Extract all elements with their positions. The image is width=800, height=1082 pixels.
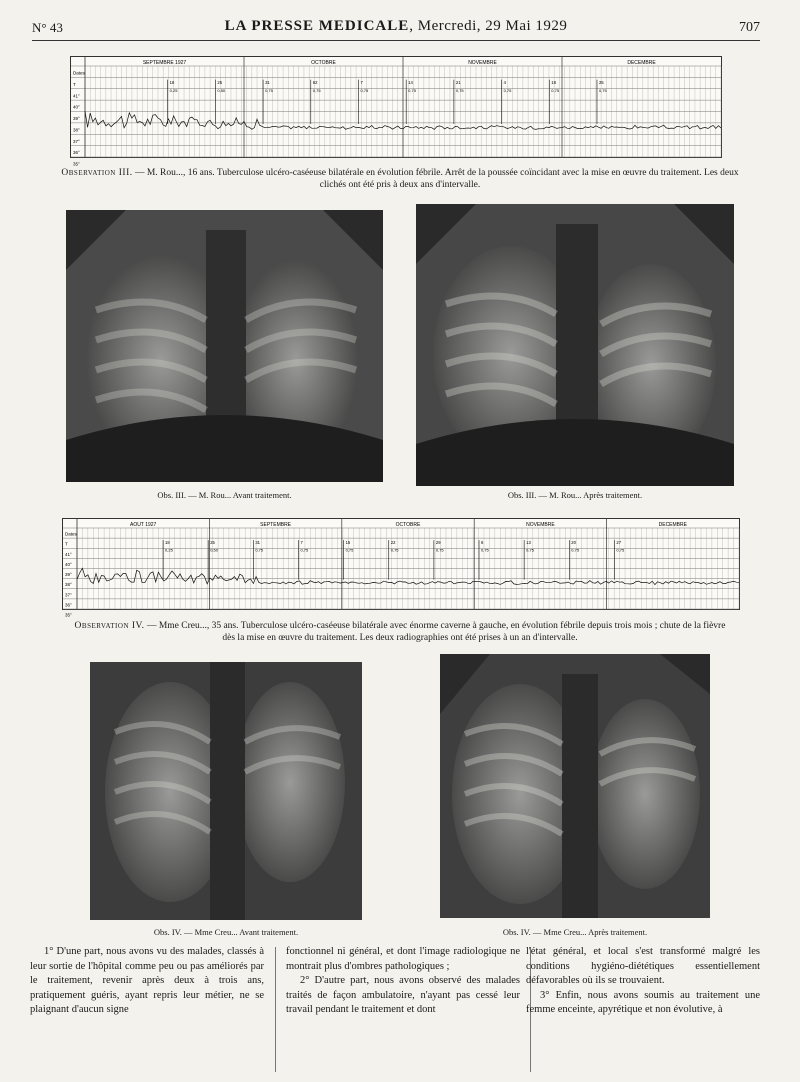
marker-day: 6: [481, 540, 484, 546]
issue-date: , Mercredi, 29 Mai 1929: [409, 18, 568, 34]
paragraph: 2° D'autre part, nous avons observé des malades traités de façon ambulatoire, n'ayant pas cessé leur travail pendant le traitement et dont: [286, 975, 520, 1016]
marker-day: 25: [210, 540, 215, 546]
marker-dose: 0,75: [390, 547, 399, 553]
month-label: OCTOBRE: [311, 60, 336, 66]
month-label: SEPTEMBRE: [260, 522, 292, 528]
xray-image: [440, 654, 710, 918]
month-label: NOVEMBRE: [468, 60, 497, 66]
month-label: SEPTEMBRE 1927: [142, 60, 187, 66]
month-label: DECEMBRE: [627, 60, 656, 66]
row-label: 37°: [65, 592, 72, 598]
row-label: 39°: [65, 572, 72, 578]
marker-dose: 0,75: [435, 547, 444, 553]
caption-obs-4-text: — Mme Creu..., 35 ans. Tuberculose ulcéro-caséeuse bilatérale avec énorme caverne à gauche, en évolution fébrile depuis trois mois ; chute de la fièvre dès la mise en œuvre du traitement. Les deux radiographies ont été prises à un an d'intervalle.: [144, 621, 726, 643]
marker-day: 18: [169, 80, 175, 86]
paragraph: 3° Enfin, nous avons soumis au traitement une femme enceinte, apyrétique et non évolutive, à: [526, 989, 760, 1016]
xray-caption-obs-4-before: Obs. IV. — Mme Creu... Avant traitement.: [153, 927, 299, 937]
marker-day: 25: [598, 80, 604, 86]
marker-dose: 0,75: [455, 88, 464, 94]
marker-dose: 0,75: [255, 547, 264, 553]
marker-day: 4: [503, 80, 506, 86]
marker-day: 29: [435, 540, 441, 546]
marker-dose: 0,75: [551, 88, 560, 94]
journal-title: [32, 18, 760, 35]
marker-dose: 0,75: [345, 547, 354, 553]
row-label: T: [73, 81, 76, 87]
marker-dose: 0,75: [616, 547, 625, 553]
marker-day: 27: [616, 540, 622, 546]
marker-dose: 0,25: [169, 88, 178, 94]
row-label: 40°: [65, 561, 72, 567]
marker-dose: 0,75: [526, 547, 534, 553]
xray-image: [90, 662, 362, 920]
column-divider: [275, 947, 276, 1072]
caption-obs-3-label: Observation III.: [61, 168, 133, 178]
temperature-chart-obs-3-svg: [71, 57, 721, 167]
row-label: 41°: [73, 93, 80, 99]
marker-day: 20: [571, 540, 576, 546]
paragraph: fonctionnel ni général, et dont l'image radiologique ne montrait plus d'ombres pathologiques ;: [286, 946, 520, 972]
marker-dose: 0,75: [598, 88, 607, 94]
marker-day: 7: [360, 80, 363, 86]
marker-day: 25: [217, 80, 223, 86]
marker-dose: 0,75: [408, 88, 416, 94]
row-label: 36°: [65, 602, 72, 608]
marker-dose: 0,50: [217, 88, 226, 94]
row-label: Dates: [65, 531, 77, 537]
xray-image: [66, 210, 383, 482]
month-label: DECEMBRE: [658, 522, 687, 528]
marker-dose: 0,75: [312, 88, 321, 94]
xray-image: [416, 204, 734, 486]
xray-caption-obs-4-after: Obs. IV. — Mme Creu... Après traitement.: [502, 927, 648, 937]
paragraph: 1° D'une part, nous avons vu des malades, classés à leur sortie de l'hôpital comme peu ou pas améliorés par le traitement, revenir après deux à trois ans, pratiquement guéris, ayant repris leur métier, ne se plaignant d'aucun signe: [30, 946, 264, 1016]
marker-dose: 0,75: [503, 88, 512, 94]
body-text: [30, 945, 760, 1075]
marker-dose: 0,25: [165, 547, 173, 553]
marker-day: 21: [455, 80, 461, 86]
marker-day: 62: [312, 80, 318, 86]
row-label: Dates: [73, 70, 85, 76]
month-label: OCTOBRE: [395, 522, 421, 528]
temperature-chart-obs-3: [70, 56, 722, 167]
row-label: 38°: [65, 582, 72, 588]
row-label: 38°: [73, 127, 80, 133]
marker-day: 18: [551, 80, 556, 86]
column-2: [286, 945, 520, 1018]
month-label: NOVEMBRE: [526, 522, 555, 528]
marker-dose: 0,75: [300, 547, 309, 553]
marker-day: 22: [390, 540, 396, 546]
column-1: [30, 945, 264, 1018]
row-label: 37°: [73, 138, 80, 144]
temperature-chart-obs-4: [62, 518, 740, 618]
marker-day: 14: [408, 80, 413, 86]
xray-caption-obs-3-before: Obs. III. — M. Rou... Avant traitement.: [157, 490, 292, 500]
caption-obs-3-text: — M. Rou..., 16 ans. Tuberculose ulcéro-caséeuse bilatérale en évolution fébrile. Arrêt de la poussée coïncidant avec la mise en œuvre du traitement. Les deux clichés ont été pris à deux ans d'intervalle.: [132, 168, 739, 190]
row-label: 35°: [73, 161, 80, 167]
month-label: AOUT 1927: [130, 522, 157, 528]
marker-day: 13: [526, 540, 531, 546]
marker-day: 31: [255, 540, 261, 546]
paragraph: l'état général, et local s'est transformé malgré les conditions hygiéno-diététiques essentiellement défavorables où ils se trouvaient.: [526, 946, 760, 987]
temperature-chart-obs-4-svg: [63, 519, 739, 618]
marker-day: 15: [345, 540, 351, 546]
xray-obs-3-before: [66, 210, 383, 482]
issue-number: N° 43: [32, 20, 63, 35]
marker-dose: 0,75: [571, 547, 580, 553]
marker-dose: 0,75: [265, 88, 273, 94]
marker-dose: 0,50: [210, 547, 218, 553]
row-label: T: [65, 541, 68, 547]
row-label: 40°: [73, 104, 80, 110]
caption-obs-4: [70, 620, 730, 644]
caption-obs-3: [60, 167, 740, 191]
row-label: 36°: [73, 150, 80, 156]
xray-obs-3-after: [416, 204, 734, 486]
marker-day: 7: [300, 540, 303, 546]
xray-caption-obs-3-after: Obs. III. — M. Rou... Après traitement.: [507, 490, 643, 500]
xray-obs-4-before: [90, 662, 362, 920]
marker-day: 18: [165, 540, 170, 546]
marker-dose: 0,75: [360, 88, 369, 94]
page-number: 707: [739, 20, 760, 35]
journal-name: LA PRESSE MEDICALE: [224, 18, 410, 34]
column-3: [526, 945, 760, 1018]
caption-obs-4-label: Observation IV.: [74, 621, 145, 631]
marker-dose: 0,75: [481, 547, 489, 553]
row-label: 35°: [65, 612, 72, 618]
page-header: [32, 18, 760, 41]
xray-obs-4-after: [440, 654, 710, 918]
row-label: 39°: [73, 116, 80, 122]
row-label: 41°: [65, 551, 72, 557]
marker-day: 31: [265, 80, 270, 86]
